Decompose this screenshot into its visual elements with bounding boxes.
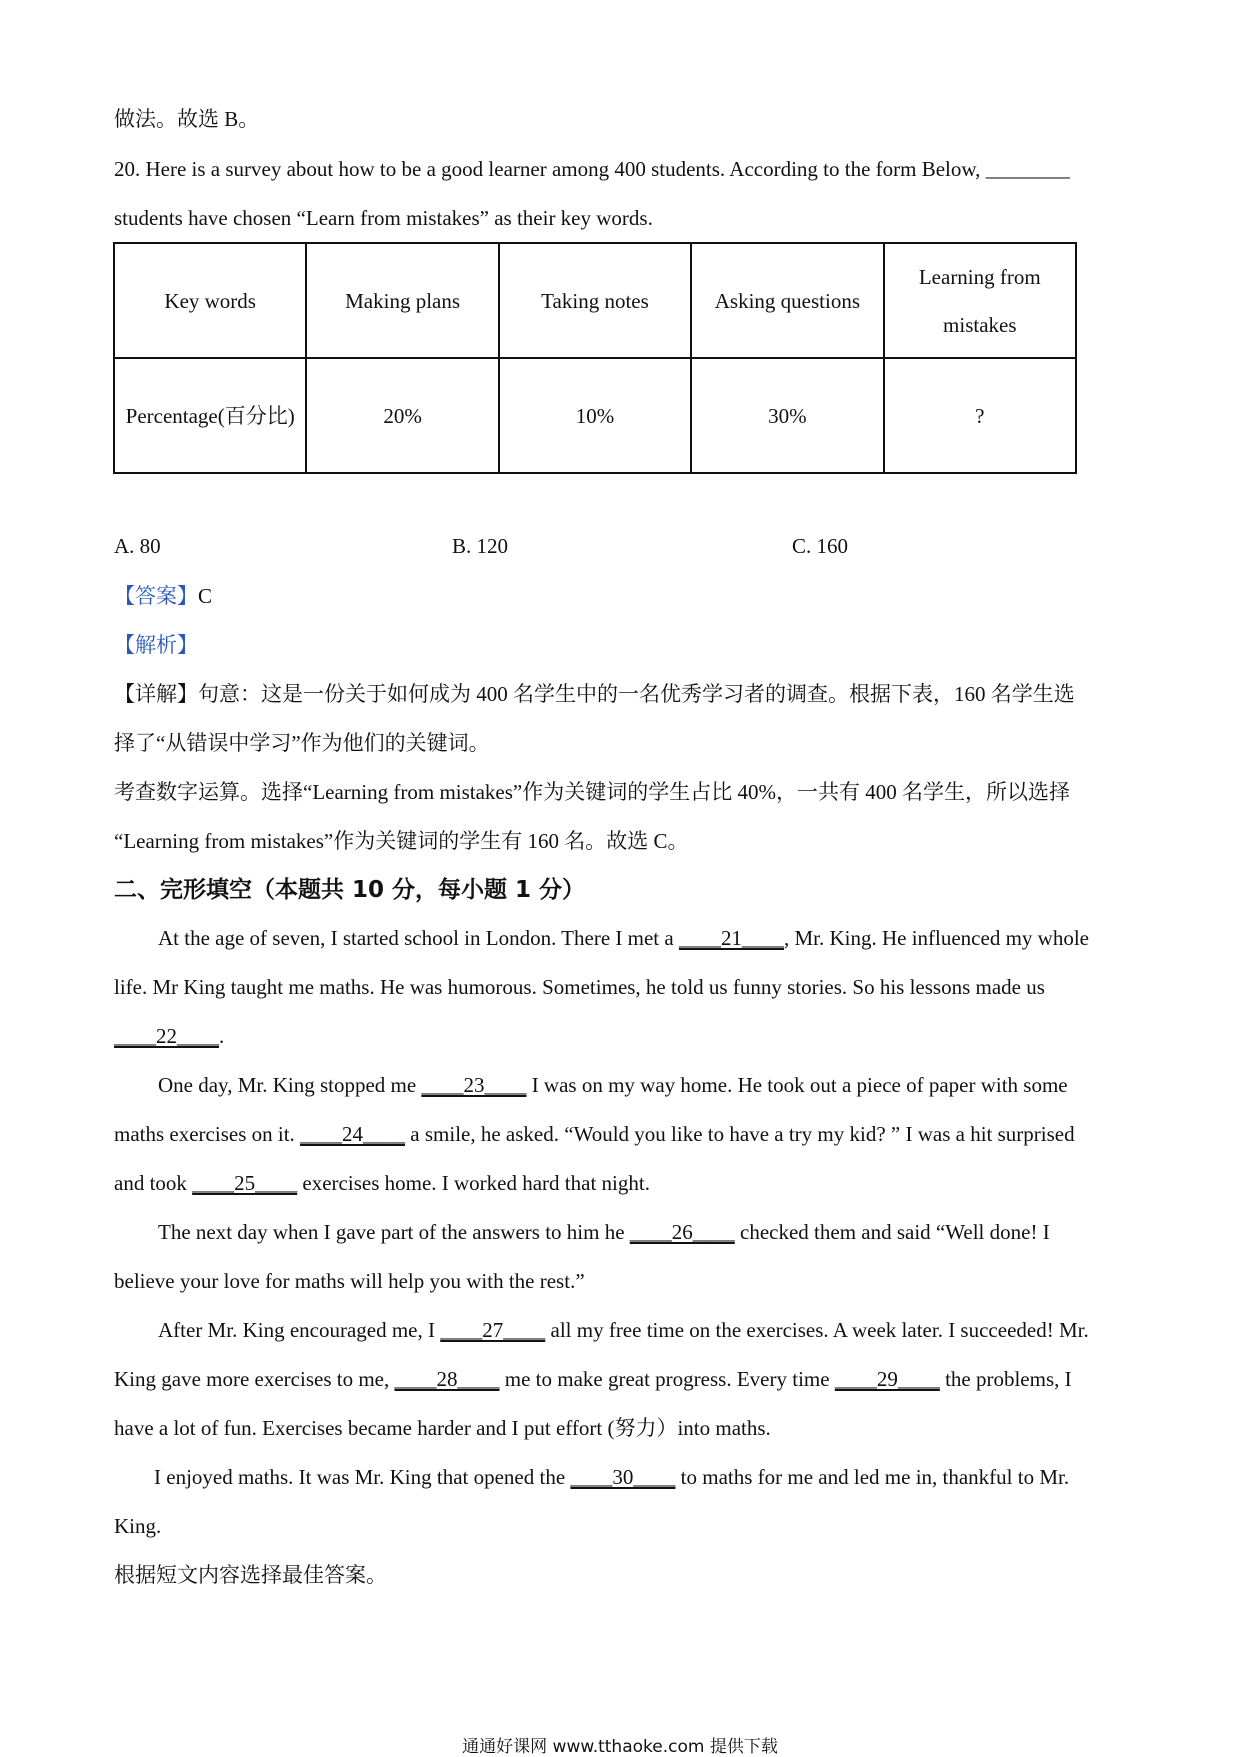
blank-26: ____26____ [629, 1220, 735, 1244]
table-cell: 20% [306, 358, 498, 473]
passage-text: checked them and said “Well done! I [740, 1220, 1050, 1244]
option-c: C. 160 [792, 534, 849, 558]
option-b: B. 120 [452, 534, 509, 558]
table-cell: Percentage(百分比) [114, 358, 306, 473]
passage-line: believe your love for maths will help you with the rest.” [114, 1269, 585, 1293]
passage-text: exercises home. I worked hard that night. [302, 1171, 650, 1195]
passage-text: maths exercises on it. [114, 1122, 295, 1146]
passage-text: the problems, I [945, 1367, 1072, 1391]
table-cell: Asking questions [691, 243, 883, 358]
passage-line [114, 1367, 1072, 1392]
passage-line [114, 1171, 650, 1196]
answer-tag: 【答案】 [114, 584, 198, 608]
blank-27: ____27____ [440, 1318, 546, 1342]
detail-line: 【详解】句意：这是一份关于如何成为 400 名学生中的一名优秀学习者的调查。根据下表，160 名学生选 [114, 682, 1075, 706]
table-cell: 10% [499, 358, 691, 473]
question-20-blank: ________ [985, 157, 1070, 181]
passage-line [154, 1465, 1069, 1490]
blank-30: ____30____ [570, 1465, 676, 1489]
passage-line [158, 1318, 1089, 1343]
passage-text: . [219, 1024, 225, 1048]
table-cell: 30% [691, 358, 883, 473]
passage-text: The next day when I gave part of the answers to him he [158, 1220, 625, 1244]
prev-answer-tail: 做法。故选 B。 [114, 107, 260, 131]
passage-text: I was on my way home. He took out a piece of paper with some [531, 1073, 1068, 1097]
passage-line: King. [114, 1514, 162, 1538]
passage-text: I enjoyed maths. It was Mr. King that opened the [154, 1465, 566, 1489]
question-20-line1 [114, 157, 1070, 182]
passage-text: One day, Mr. King stopped me [158, 1073, 417, 1097]
answer-value: C [198, 584, 213, 608]
blank-23: ____23____ [421, 1073, 527, 1097]
passage-line [158, 1073, 1068, 1098]
blank-28: ____28____ [394, 1367, 500, 1391]
table-cell: ? [884, 358, 1076, 473]
passage-text: me to make great progress. Every time [504, 1367, 830, 1391]
blank-29: ____29____ [834, 1367, 940, 1391]
passage-text: to maths for me and led me in, thankful to Mr. [680, 1465, 1070, 1489]
passage-line [158, 926, 1089, 951]
survey-table [113, 242, 1077, 474]
passage-text: all my free time on the exercises. A week later. I succeeded! Mr. [550, 1318, 1089, 1342]
footer-watermark: 通通好课网 www.tthaoke.com 提供下载 [462, 1737, 778, 1757]
blank-25: ____25____ [192, 1171, 298, 1195]
blank-22: ____22____ [114, 1024, 219, 1048]
passage-text: After Mr. King encouraged me, I [158, 1318, 435, 1342]
table-cell: Making plans [306, 243, 498, 358]
passage-text: King gave more exercises to me, [114, 1367, 390, 1391]
question-20-text: 20. Here is a survey about how to be a good learner among 400 students. According to the form Below, [114, 157, 981, 181]
passage-line: have a lot of fun. Exercises became harder and I put effort (努力）into maths. [114, 1416, 771, 1440]
passage-text: a smile, he asked. “Would you like to have a try my kid? ” I was a hit surprised [410, 1122, 1075, 1146]
passage-line [114, 1122, 1075, 1147]
table-row-header [114, 243, 1076, 358]
table-cell: Key words [114, 243, 306, 358]
passage-line [158, 1220, 1050, 1245]
answer-line [114, 584, 212, 609]
table-cell: Learning from mistakes [884, 243, 1076, 358]
passage-line [114, 1024, 224, 1049]
passage-text: , Mr. King. He influenced my whole [783, 926, 1089, 950]
passage-text: At the age of seven, I started school in London. There I met a [158, 926, 674, 950]
blank-24: ____24____ [300, 1122, 406, 1146]
passage-line: life. Mr King taught me maths. He was humorous. Sometimes, he told us funny stories. So his lessons made us [114, 975, 1045, 999]
question-20-line2: students have chosen “Learn from mistakes” as their key words. [114, 206, 653, 230]
table-cell: Taking notes [499, 243, 691, 358]
detail-line: 考查数字运算。选择“Learning from mistakes”作为关键词的学生占比 40%，一共有 400 名学生，所以选择 [114, 780, 1070, 804]
instruction: 根据短文内容选择最佳答案。 [114, 1563, 387, 1587]
detail-line: 择了“从错误中学习”作为他们的关键词。 [114, 731, 490, 755]
blank-21: ____21____ [678, 926, 784, 950]
option-a: A. 80 [114, 534, 161, 558]
detail-line: “Learning from mistakes”作为关键词的学生有 160 名。故选 C。 [114, 829, 689, 853]
analysis-tag: 【解析】 [114, 633, 198, 657]
table-row-percentage [114, 358, 1076, 473]
passage-text: and took [114, 1171, 187, 1195]
section-2-title: 二、完形填空（本题共 10 分，每小题 1 分） [114, 877, 586, 903]
